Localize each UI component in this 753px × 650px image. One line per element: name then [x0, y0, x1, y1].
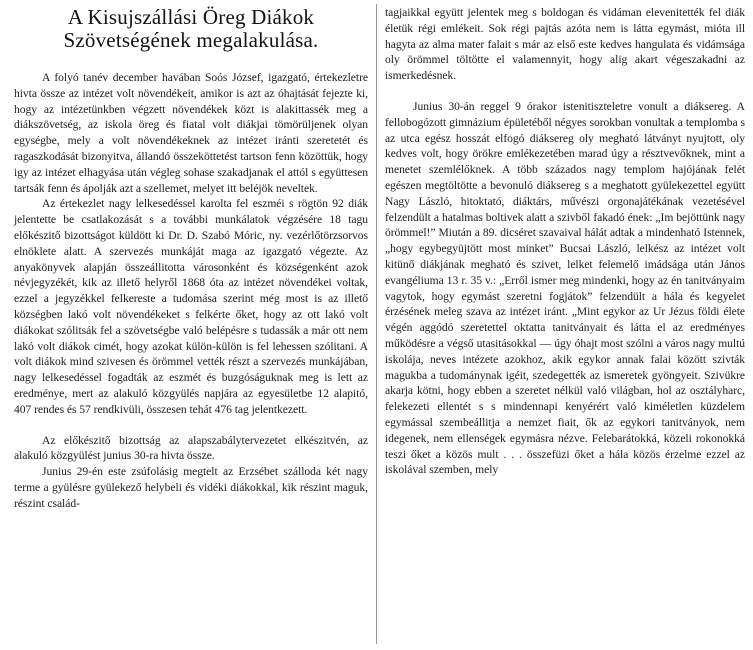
paragraph-4: Junius 29-én este zsúfolásig megtelt az Erzsébet szálloda két nagy terme a gyülésre gyülekező helybeli és vidéki diákokkal, kik részint maguk, részint család-: [14, 465, 368, 510]
title-line-2: Szövetségének megalakulása.: [63, 28, 319, 52]
left-column-text: [14, 70, 368, 512]
paragraph-3: Az előkészitő bizottság az alapszabálytervezetet elkészitvén, az alakuló közgyülést junius 30-ra hivta össze.: [14, 433, 368, 463]
column-divider: [376, 4, 377, 644]
right-column-text: [385, 5, 745, 478]
article-title: [14, 6, 368, 52]
paragraph-6: Junius 30-án reggel 9 órakor istenitiszteletre vonult a diáksereg. A fellobogózott gimnázium épületéből négyes sorokban vonultak a templomba s az utca egész hosszát elfogó diáksereg oly megható látványt nyujtott, oly kedves volt, hogy örökre emlékezetében marad úgy a résztvevőknek, mint a menetet szemlélőknek. A több százados nagy templom hajójának felét egészen megtöltötte a bevonuló diáksereg s a meghatott gyülekezettel együtt Nagy László, hitoktató, diáktárs, művészi orgonajátékának vezetésével felzendült a hatalmas boltivek alatt a szivből fakadó ének: „Im bejöttünk nagy örömmel!” Miután a 89. dicséret szavaival hálát adtak a mindenható Istennek, „hogy egybegyüjtött most minket” Bucsai László, lelkész az intézet volt kitünő diákjának megható és szivet, lelket felemelő imádsága után János evangéliuma 13 r. 35 v.: „Erről ismer meg mindenki, hogy az én tanitványaim vagytok, hogy egymást szeretni fogjátok” felzendült a hála és kegyelet érzésének meleg szava az intézet iránt. „Mint egykor az Ur Jézus földi élete végén aggódó szeretettel oktatta tanitványait és látta el az eredményes működésre a végső utasitásokkal — úgy óhajt most szólni a város nagy multú iskolája, neves intézete azokhoz, akik egykor annak falai között szivták magukba a tudománynak igéit, szedegették az ismeretek gyöngyeit. Szivükre akarja kötni, hogy ebben a szeretet nélkül való világban, hol az osztályharc, felekezeti ellentét s s mindennapi kenyérért való kiméletlen küzdelem egymással szembeállitja a nemzet fiait, ők az egykori tanitványok, nem idegenek, nem ellenségek egymásra nézve. Felebarátokká, közeli rokonokká teszi őket a közös mult . . . összefüzi őket a hála közös érzelme ezzel az iskolával szemben, mely: [385, 99, 745, 477]
paragraph-2: Az értekezlet nagy lelkesedéssel karolta fel eszméi s rögtön 92 diák jelentette be csatlakozását s a további munkálatok végzésére 18 tagu előkészitő bizottságot küldött ki Dr. D. Szabó Móric, ny. vezérlőtörzsorvos elnöklete alatt. A szervezés munkáját maga az igazgató végezte. Az anyakönyvek alapján összeállitotta városonként és községenként azok névjegyzékét, kik az illető helyről 1868 óta az intézet növendékei voltak, ezzel a jegyzékkel felkereste a tudomása szerint még most is az illető községben lakó volt növendékeket s felkérte őket, hogy az ott lakó volt diákokat szólitsák fel a szövetségbe való belépésre s tudassák a már ott nem lakó volt diákok cimét, hogy azokat külön-külön is fel lehessen szólitani. A volt diákok mind szivesen és örömmel vették részt a szervezés munkájában, nagy lelkesedéssel fogadták az eszmét és buzgóságuknak meg is lett az eredménye, mert az alakuló közgyülés napjára az egyesületbe 12 alapitó, 407 rendes és 57 rendkivüli, összesen tehát 476 tag jelentkezett.: [14, 197, 368, 416]
title-line-1: A Kisujszállási Öreg Diákok: [67, 5, 315, 29]
paragraph-5: tagjaikkal együtt jelentek meg s boldogan és vidáman elevenitették fel diák életük régi emlékeit. Sok régi pajtás azóta nem is látta egymást, mióta ill hagyta az alma mater falait s már az első este kedves hangulata és vidámsága oly örömmel töltötte el valamennyit, hogy alig akart végeszakadni az ismerkedésnek.: [385, 6, 745, 83]
paragraph-1: A folyó tanév december havában Soós József, igazgató, értekezletre hivta össze az intézet volt növendékeit, amikor is azt az óhajtását fejezte ki, hogy az intézetünkben végzett növendékek közt is alakittassék meg a diákszövetség, az iskola öreg és fiatal volt diákjai tömörüljenek olyan egységbe, mely a volt növendékeknek az intézet iránti szeretetét és ragaszkodását bizonyitva, állandó összeköttetést tartson fenn közöttük, hogy igy az intézet elhagyása után végleg sohase szakadjanak el attól s együttesen tartsák fenn és ápolják azt a szellemet, melyet itt beléjök neveltek.: [14, 71, 368, 195]
left-column: [14, 0, 368, 512]
right-column: [385, 0, 745, 478]
